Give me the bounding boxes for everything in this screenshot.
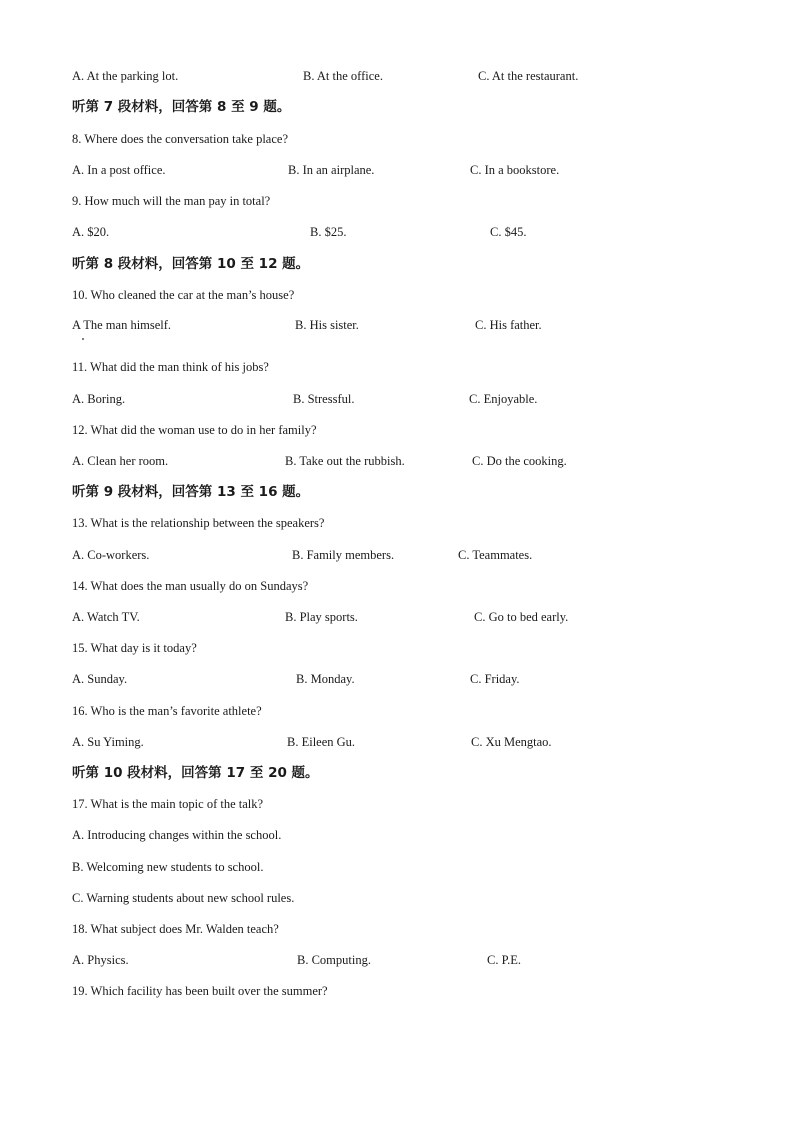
q14-question: 14. What does the man usually do on Sundays? bbox=[72, 579, 309, 593]
q7-option-b: B. At the office. bbox=[303, 69, 383, 83]
q16-option-a: A. Su Yiming. bbox=[72, 735, 144, 749]
q12-option-c: C. Do the cooking. bbox=[472, 454, 567, 468]
section-10-heading: 听第 10 段材料，回答第 17 至 20 题。 bbox=[72, 765, 319, 781]
q8-option-a: A. In a post office. bbox=[72, 163, 166, 177]
q18-option-c: C. P.E. bbox=[487, 953, 522, 967]
section-7-heading: 听第 7 段材料，回答第 8 至 9 题。 bbox=[72, 99, 291, 115]
q14-option-a: A. Watch TV. bbox=[72, 610, 140, 624]
q18-option-a: A. Physics. bbox=[72, 953, 129, 967]
q15-option-a: A. Sunday. bbox=[72, 672, 128, 686]
q10-option-a: A The man himself. bbox=[72, 318, 172, 332]
q10-question: 10. Who cleaned the car at the man’s house? bbox=[72, 288, 295, 302]
q9-option-a: A. $20. bbox=[72, 225, 110, 239]
q10-option-b: B. His sister. bbox=[295, 318, 359, 332]
q11-option-b: B. Stressful. bbox=[293, 392, 355, 406]
q14-option-b: B. Play sports. bbox=[285, 610, 358, 624]
q10-option-c: C. His father. bbox=[475, 318, 542, 332]
stray-dot bbox=[82, 338, 84, 340]
section-9-heading: 听第 9 段材料，回答第 13 至 16 题。 bbox=[72, 484, 310, 500]
q17-question: 17. What is the main topic of the talk? bbox=[72, 797, 264, 811]
q12-question: 12. What did the woman use to do in her family? bbox=[72, 423, 317, 437]
q13-option-c: C. Teammates. bbox=[458, 548, 533, 562]
q11-option-c: C. Enjoyable. bbox=[469, 392, 538, 406]
q11-question: 11. What did the man think of his jobs? bbox=[72, 360, 269, 374]
q16-option-c: C. Xu Mengtao. bbox=[471, 735, 552, 749]
q16-question: 16. Who is the man’s favorite athlete? bbox=[72, 704, 262, 718]
section-8-heading: 听第 8 段材料，回答第 10 至 12 题。 bbox=[72, 256, 310, 272]
q12-option-a: A. Clean her room. bbox=[72, 454, 169, 468]
q15-option-b: B. Monday. bbox=[296, 672, 355, 686]
q13-question: 13. What is the relationship between the speakers? bbox=[72, 516, 325, 530]
q17-option-c: C. Warning students about new school rules. bbox=[72, 891, 295, 905]
q9-option-b: B. $25. bbox=[310, 225, 347, 239]
q15-option-c: C. Friday. bbox=[470, 672, 520, 686]
q8-option-c: C. In a bookstore. bbox=[470, 163, 560, 177]
q7-option-c: C. At the restaurant. bbox=[478, 69, 579, 83]
q12-option-b: B. Take out the rubbish. bbox=[285, 454, 405, 468]
q8-option-b: B. In an airplane. bbox=[288, 163, 375, 177]
q17-option-b: B. Welcoming new students to school. bbox=[72, 860, 264, 874]
q18-question: 18. What subject does Mr. Walden teach? bbox=[72, 922, 279, 936]
q9-question: 9. How much will the man pay in total? bbox=[72, 194, 271, 208]
q9-option-c: C. $45. bbox=[490, 225, 527, 239]
q18-option-b: B. Computing. bbox=[297, 953, 371, 967]
q16-option-b: B. Eileen Gu. bbox=[287, 735, 356, 749]
q11-option-a: A. Boring. bbox=[72, 392, 126, 406]
q13-option-b: B. Family members. bbox=[292, 548, 395, 562]
q7-option-a: A. At the parking lot. bbox=[72, 69, 179, 83]
q8-question: 8. Where does the conversation take place? bbox=[72, 132, 288, 146]
q14-option-c: C. Go to bed early. bbox=[474, 610, 569, 624]
q13-option-a: A. Co-workers. bbox=[72, 548, 150, 562]
q19-question: 19. Which facility has been built over the summer? bbox=[72, 984, 328, 998]
q17-option-a: A. Introducing changes within the school. bbox=[72, 828, 282, 842]
q15-question: 15. What day is it today? bbox=[72, 641, 197, 655]
